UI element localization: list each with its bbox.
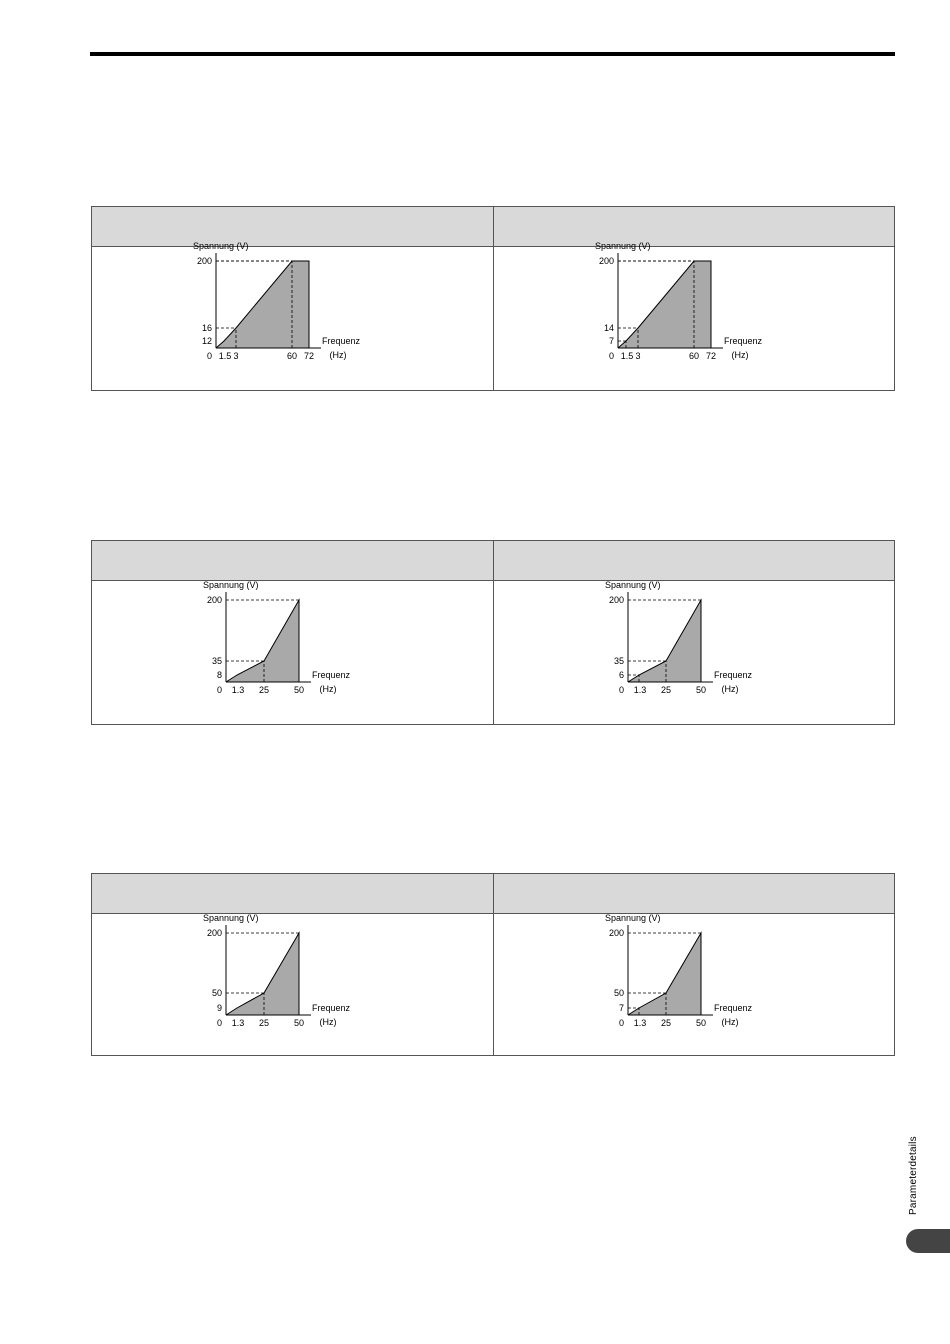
- x-tick-label: 0: [618, 685, 624, 695]
- x-axis-unit: (Hz): [721, 1017, 738, 1027]
- x-axis-label: Frequenz: [713, 670, 752, 680]
- section-side-label: Parameterdetails: [908, 1136, 919, 1215]
- x-tick-label: 1.3: [633, 685, 646, 695]
- header-cell-right: [493, 541, 895, 580]
- x-tick-label: 0: [216, 1018, 222, 1028]
- x-tick-label: 1.3: [633, 1018, 646, 1028]
- chart-cell: [92, 241, 493, 390]
- y-axis-label: Spannung (V): [203, 913, 259, 923]
- x-tick-label: 60: [688, 351, 699, 361]
- y-tick-label: 35: [613, 656, 624, 666]
- y-tick-label: 16: [201, 323, 212, 333]
- chart-cell: [493, 914, 895, 1055]
- x-axis-unit: (Hz): [319, 1017, 337, 1027]
- chart-cell: [92, 914, 493, 1055]
- x-axis-unit: (Hz): [319, 684, 337, 694]
- y-axis-label: Spannung (V): [203, 580, 259, 590]
- table-header: [92, 874, 894, 914]
- vf-area: [226, 600, 299, 682]
- chart-cell: [493, 241, 895, 390]
- x-tick-label: 25: [258, 1018, 270, 1028]
- header-cell-right: [493, 207, 895, 246]
- y-tick-label: 12: [201, 336, 212, 346]
- x-tick-label: 0: [206, 351, 212, 361]
- x-tick-label: 50: [695, 685, 706, 695]
- x-axis-label: Frequenz: [312, 1003, 351, 1013]
- x-tick-label: 0: [216, 685, 222, 695]
- x-tick-label: 3: [233, 351, 239, 361]
- table-header: [92, 541, 894, 581]
- y-tick-label: 8: [216, 670, 222, 680]
- header-cell-right: [493, 874, 895, 913]
- table-body: [92, 581, 894, 724]
- header-cell-left: [92, 541, 493, 580]
- x-axis-label: Frequenz: [312, 670, 351, 680]
- x-tick-label: 72: [705, 351, 716, 361]
- vf-area: [628, 933, 701, 1015]
- x-tick-label: 72: [303, 351, 315, 361]
- header-cell-left: [92, 207, 493, 246]
- y-tick-label: 50: [211, 988, 222, 998]
- y-tick-label: 200: [608, 595, 624, 605]
- table-body: [92, 914, 894, 1055]
- y-tick-label: 200: [206, 595, 222, 605]
- y-tick-label: 7: [608, 336, 614, 346]
- vf-chart-4: [604, 580, 804, 725]
- x-axis-unit: (Hz): [329, 350, 347, 360]
- top-rule: [90, 52, 895, 56]
- y-axis-label: Spannung (V): [594, 241, 651, 251]
- x-tick-label: 1.5: [620, 351, 633, 361]
- x-tick-label: 50: [293, 1018, 305, 1028]
- y-tick-label: 14: [603, 323, 614, 333]
- x-axis-unit: (Hz): [721, 684, 738, 694]
- x-axis-label: Frequenz: [713, 1003, 752, 1013]
- header-cell-left: [92, 874, 493, 913]
- y-tick-label: 200: [196, 256, 212, 266]
- y-axis-label: Spannung (V): [193, 241, 249, 251]
- chart-cell: [92, 581, 493, 724]
- x-tick-label: 1.3: [231, 1018, 245, 1028]
- x-axis-label: Frequenz: [322, 336, 361, 346]
- vf-table-1: [91, 206, 895, 391]
- x-tick-label: 50: [293, 685, 305, 695]
- y-tick-label: 200: [206, 928, 222, 938]
- vf-chart-6: [604, 913, 804, 1058]
- vf-chart-5: [202, 913, 402, 1058]
- x-tick-label: 25: [660, 685, 671, 695]
- x-tick-label: 25: [660, 1018, 671, 1028]
- vf-table-2: [91, 540, 895, 725]
- y-tick-label: 35: [211, 656, 222, 666]
- vf-chart-2: [594, 241, 794, 391]
- y-tick-label: 6: [618, 670, 624, 680]
- y-tick-label: 200: [598, 256, 614, 266]
- x-tick-label: 0: [608, 351, 614, 361]
- y-axis-label: Spannung (V): [604, 913, 661, 923]
- x-axis-label: Frequenz: [723, 336, 762, 346]
- vf-area: [628, 600, 701, 682]
- x-tick-label: 60: [286, 351, 298, 361]
- chart-cell: [493, 581, 895, 724]
- x-tick-label: 3: [634, 351, 641, 361]
- x-tick-label: 25: [258, 685, 270, 695]
- vf-area: [226, 933, 299, 1015]
- y-tick-label: 50: [613, 988, 624, 998]
- vf-chart-3: [202, 580, 402, 725]
- y-axis-label: Spannung (V): [604, 580, 661, 590]
- x-axis-unit: (Hz): [731, 350, 748, 360]
- x-tick-label: 0: [618, 1018, 624, 1028]
- x-tick-label: 1.5: [218, 351, 232, 361]
- x-tick-label: 50: [695, 1018, 706, 1028]
- vf-chart-1: [192, 241, 392, 391]
- table-body: [92, 241, 894, 390]
- y-tick-label: 200: [608, 928, 624, 938]
- page-tab: [906, 1229, 950, 1253]
- vf-table-3: [91, 873, 895, 1056]
- y-tick-label: 7: [618, 1003, 624, 1013]
- x-tick-label: 1.3: [231, 685, 245, 695]
- y-tick-label: 9: [216, 1003, 222, 1013]
